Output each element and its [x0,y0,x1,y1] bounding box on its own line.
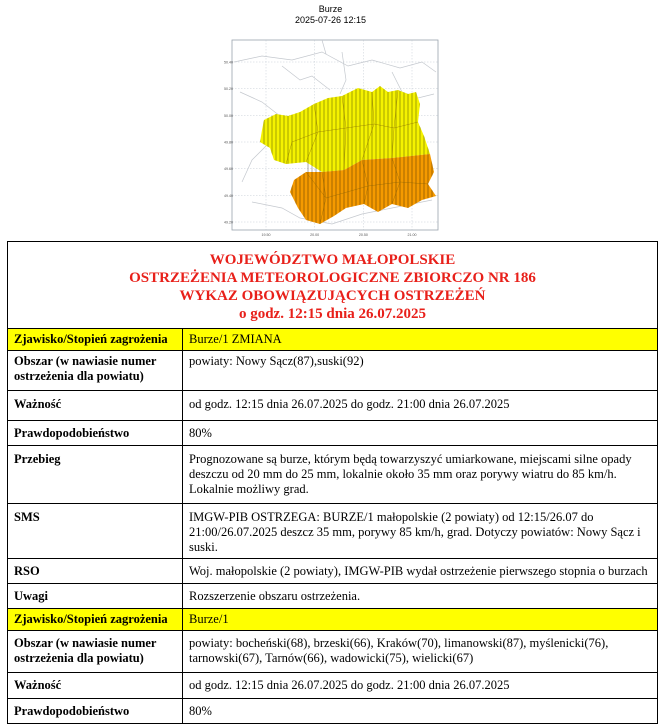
table-row [8,559,657,584]
latitude-label: 49.20 [224,220,233,225]
row-value: 80% [183,421,658,446]
row-value: Woj. małopolskie (2 powiaty), IMGW-PIB wydał ostrzeżenie pierwszego stopnia o burzach [183,559,658,584]
row-value: Prognozowane są burze, którym będą towarzyszyć umiarkowane, miejscami silne opady deszczu od 20 mm do 25 mm, lokalnie około 35 mm oraz porywy wiatru do 85 km/h. Lokalnie możliwy grad. [183,446,658,504]
title-line-3: WYKAZ OBOWIĄZUJĄCYCH OSTRZEŻEŃ [179,288,486,304]
table-row [8,421,657,446]
row-value: Burze/1 ZMIANA [183,329,658,351]
row-key: SMS [8,504,183,559]
latitude-label: 50.00 [224,113,233,118]
row-value: IMGW-PIB OSTRZEGA: BURZE/1 małopolskie (2 powiaty) od 12:15/26.07 do 21:00/26.07.2025 deszcz 35 mm, porywy 85 km/h, grad. Dotyczy powiatów: Nowy Sącz i suski. [183,504,658,559]
document-title [8,242,657,329]
latitude-label: 50.40 [224,60,233,65]
table-row [8,631,657,673]
row-value: Rozszerzenie obszaru ostrzeżenia. [183,584,658,609]
row-value: Burze/1 [183,609,658,631]
table-row [8,673,657,699]
warning-table [8,329,657,723]
row-key: Przebieg [8,446,183,504]
warning-map [222,32,444,242]
row-key: Prawdopodobieństwo [8,421,183,446]
table-row [8,391,657,421]
title-line-4: o godz. 12:15 dnia 26.07.2025 [238,306,427,322]
table-row [8,351,657,391]
latitude-label: 49.40 [224,193,233,198]
table-row [8,699,657,724]
latitude-label: 50.20 [224,87,233,92]
longitude-labels [262,233,417,237]
row-value: powiaty: bocheński(68), brzeski(66), Kraków(70), limanowski(87), myślenicki(76), tarnowski(67), Tarnów(66), wadowicki(75), wielicki(67) [183,631,658,673]
row-key: Ważność [8,673,183,699]
row-value: 80% [183,699,658,724]
row-key: RSO [8,559,183,584]
row-value: powiaty: Nowy Sącz(87),suski(92) [183,351,658,391]
map-title: Burze [318,4,343,14]
row-key: Uwagi [8,584,183,609]
row-value: od godz. 12:15 dnia 26.07.2025 do godz. 21:00 dnia 26.07.2025 [183,673,658,699]
row-key: Obszar (w nawiasie numer ostrzeżenia dla powiatu) [8,631,183,673]
map-datetime: 2025-07-26 12:15 [294,15,367,25]
row-key: Zjawisko/Stopień zagrożenia [8,609,183,631]
row-value: od godz. 12:15 dnia 26.07.2025 do godz. 21:00 dnia 26.07.2025 [183,391,658,421]
warning-document [7,241,658,724]
longitude-label: 21.00 [407,233,417,237]
row-key: Obszar (w nawiasie numer ostrzeżenia dla powiatu) [8,351,183,391]
row-key: Zjawisko/Stopień zagrożenia [8,329,183,351]
table-row [8,584,657,609]
table-row [8,329,657,351]
latitude-label: 49.80 [224,140,233,145]
map-header [0,4,661,26]
longitude-label: 20.50 [358,233,368,237]
table-row [8,609,657,631]
table-row [8,446,657,504]
latitude-label: 49.60 [224,167,233,172]
longitude-label: 19.50 [261,233,271,237]
row-key: Ważność [8,391,183,421]
warning-map-svg [222,32,444,242]
title-line-2: OSTRZEŻENIA METEOROLOGICZNE ZBIORCZO NR 186 [129,270,536,286]
title-line-1: WOJEWÓDZTWO MAŁOPOLSKIE [209,252,456,268]
table-row [8,504,657,559]
longitude-label: 20.00 [310,233,320,237]
row-key: Prawdopodobieństwo [8,699,183,724]
